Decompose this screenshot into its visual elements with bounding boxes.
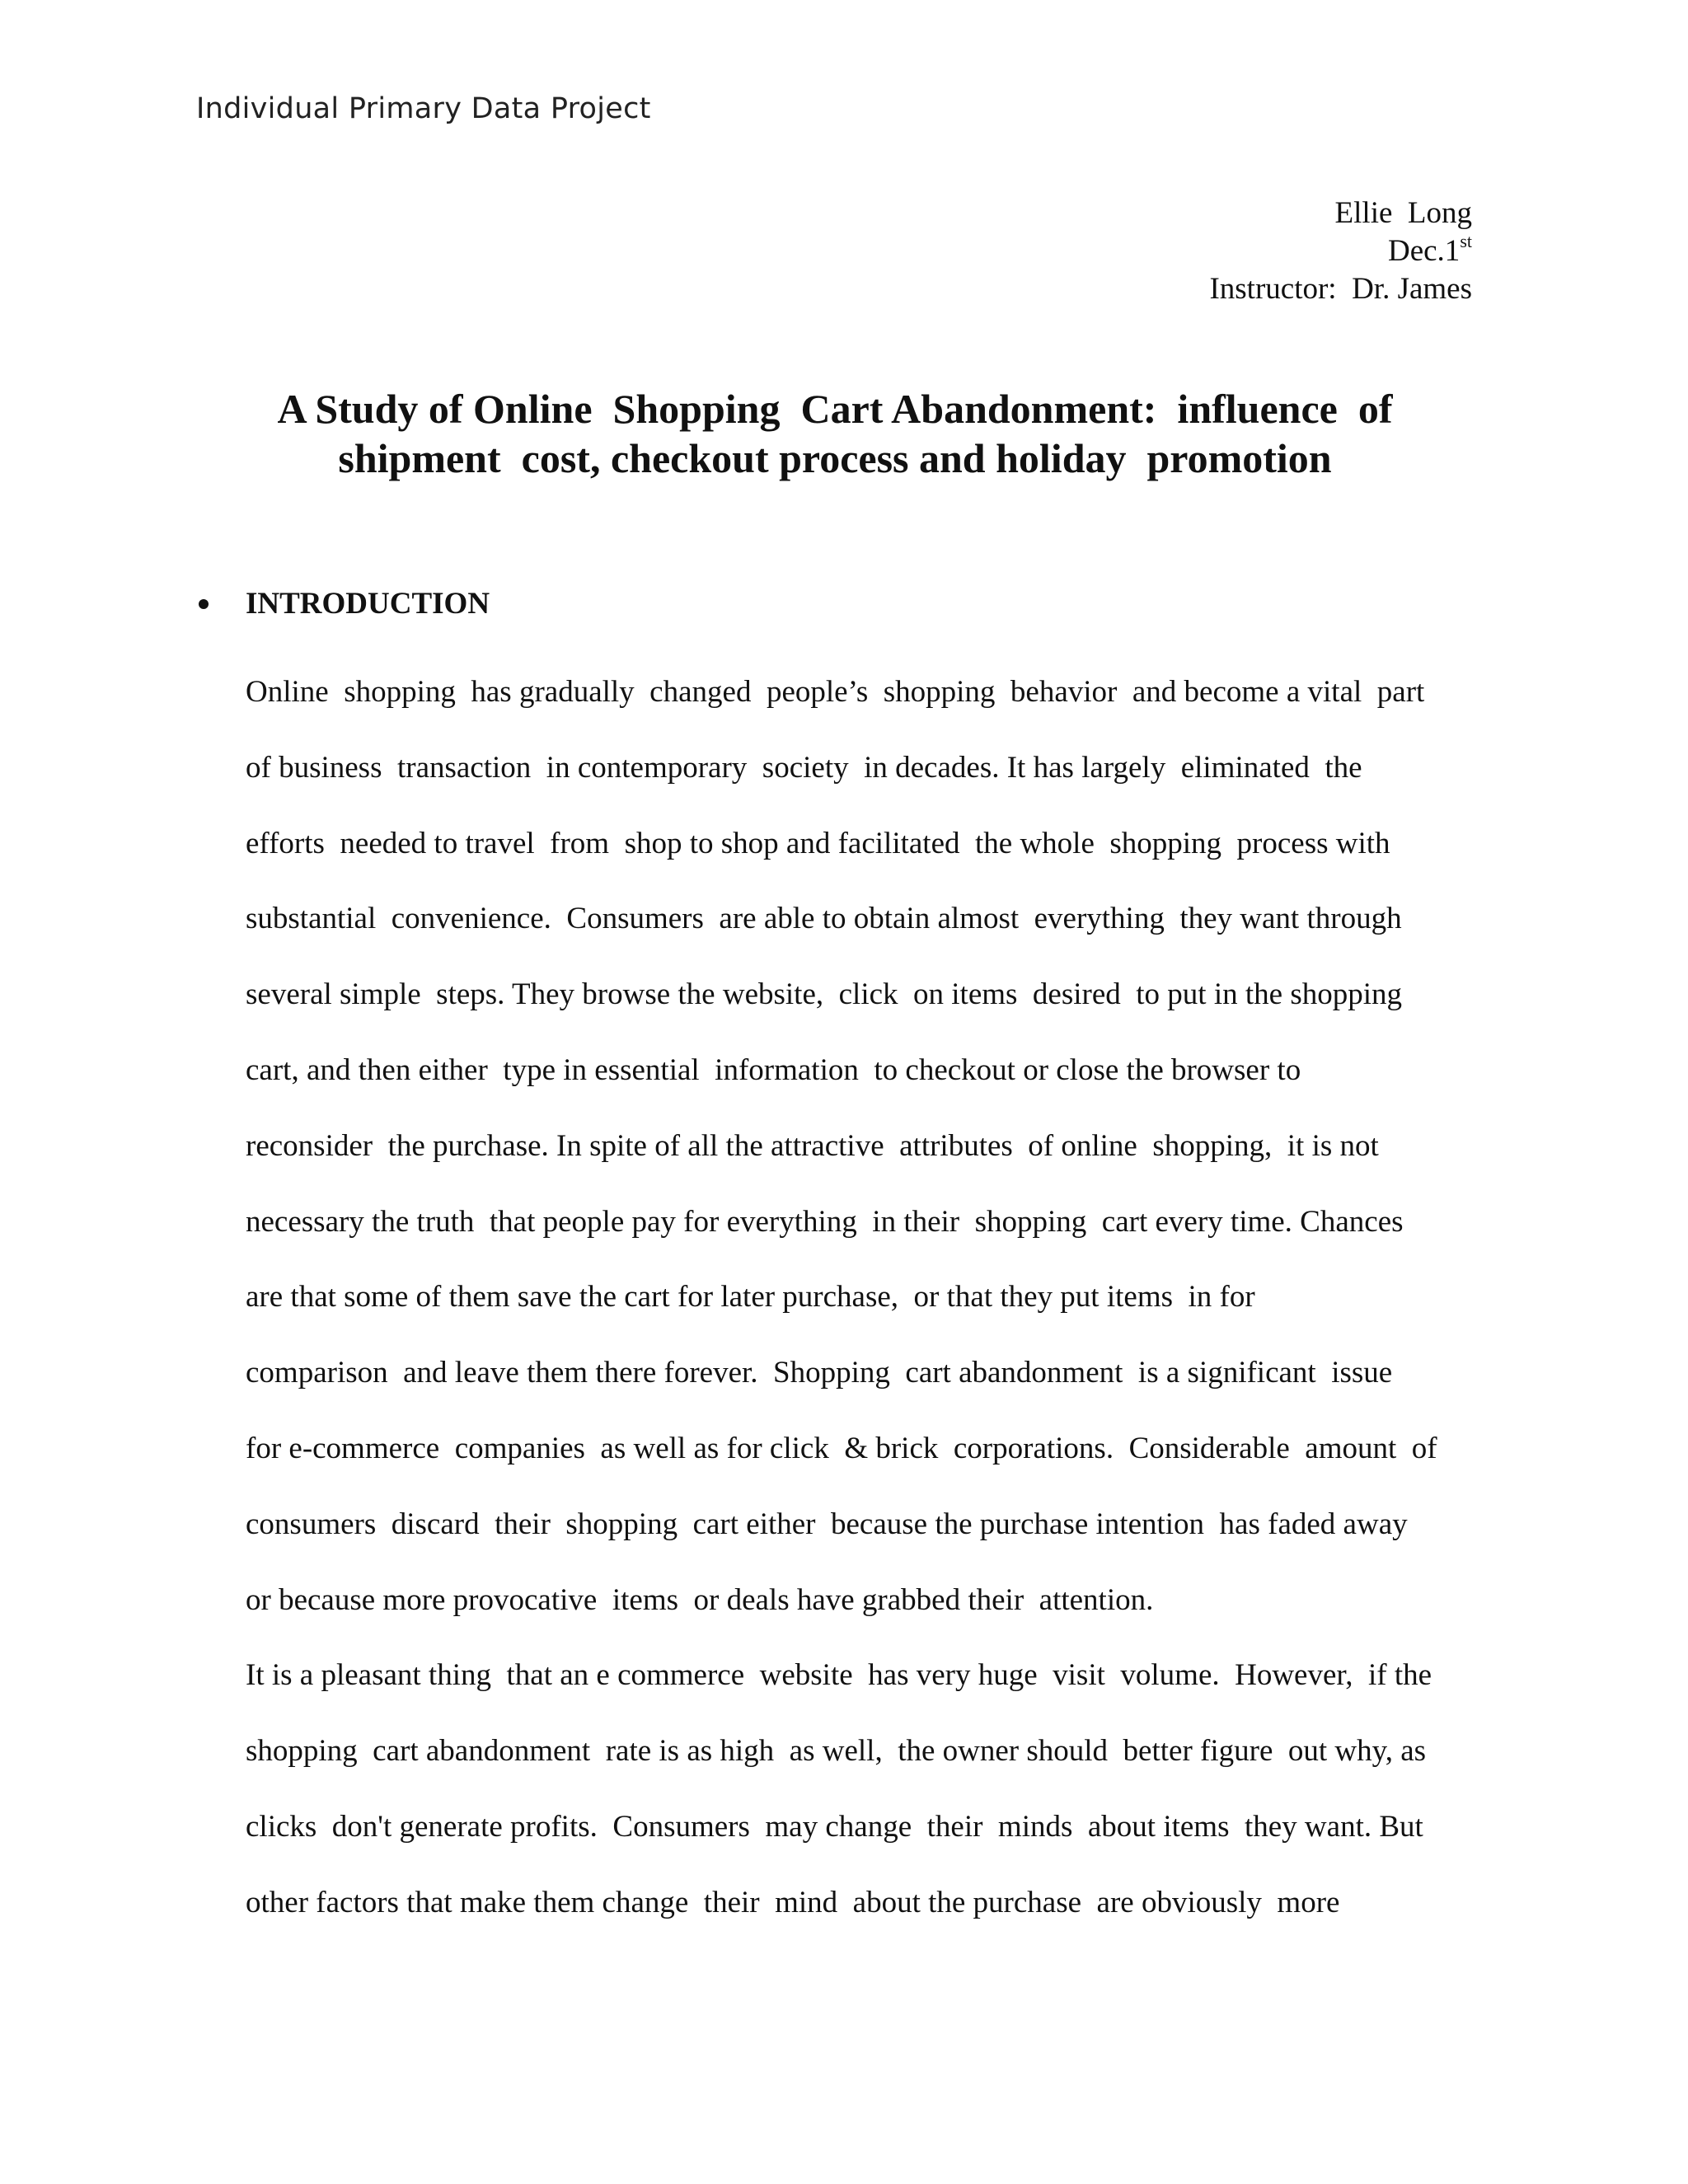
text-line: substantial convenience. Consumers are able to obtain almost everything they want through <box>246 902 1402 936</box>
introduction-section <box>196 583 1482 1941</box>
text-line: cart, and then either type in essential information to checkout or close the browser to <box>246 1052 1301 1087</box>
text-line: consumers discard their shopping cart either because the purchase intention has faded away <box>246 1507 1408 1541</box>
section-heading-text: INTRODUCTION <box>246 587 490 621</box>
instructor-line: Instructor: Dr. James <box>1209 272 1472 306</box>
text-line: other factors that make them change their mind about the purchase are obviously more <box>246 1885 1340 1919</box>
running-header: Individual Primary Data Project <box>196 92 651 125</box>
date-line <box>1209 232 1472 270</box>
text-line: It is a pleasant thing that an e commerce website has very huge visit volume. However, if the <box>246 1658 1432 1693</box>
text-line: shopping cart abandonment rate is as high as well, the owner should better figure out why, as <box>246 1734 1427 1769</box>
text-line: several simple steps. They browse the website, click on items desired to put in the shopping <box>246 977 1403 1012</box>
text-line: reconsider the purchase. In spite of all the attractive attributes of online shopping, it is not <box>246 1128 1379 1163</box>
paragraph-1 <box>196 654 1482 1638</box>
paragraph-2 <box>196 1638 1482 1940</box>
text-line: of business transaction in contemporary society in decades. It has largely eliminated the <box>246 750 1362 785</box>
author-block <box>1209 194 1472 308</box>
author-name: Ellie Long <box>1334 196 1472 230</box>
text-line: necessary the truth that people pay for everything in their shopping cart every time. Chances <box>246 1204 1404 1239</box>
text-line: or because more provocative items or deals have grabbed their attention. <box>246 1582 1154 1617</box>
bullet-icon <box>199 599 209 609</box>
text-line: for e-commerce companies as well as for click & brick corporations. Considerable amount of <box>246 1431 1437 1465</box>
text-line: clicks don't generate profits. Consumers may change their minds about items they want. But <box>246 1809 1423 1844</box>
text-line: are that some of them save the cart for later purchase, or that they put items in for <box>246 1280 1255 1315</box>
text-line: efforts needed to travel from shop to shop and facilitated the whole shopping process with <box>246 826 1390 860</box>
text-line: comparison and leave them there forever. Shopping cart abandonment is a significant issue <box>246 1356 1393 1390</box>
title-line-1: A Study of Online Shopping Cart Abandonment: influence of <box>277 386 1393 432</box>
document-title <box>196 384 1474 483</box>
date-text: Dec.1 <box>1387 234 1461 268</box>
section-heading <box>196 583 1482 625</box>
text-line: Online shopping has gradually changed people’s shopping behavior and become a vital part <box>246 675 1425 709</box>
date-suffix: st <box>1460 231 1472 251</box>
title-line-2: shipment cost, checkout process and holiday promotion <box>338 435 1332 481</box>
